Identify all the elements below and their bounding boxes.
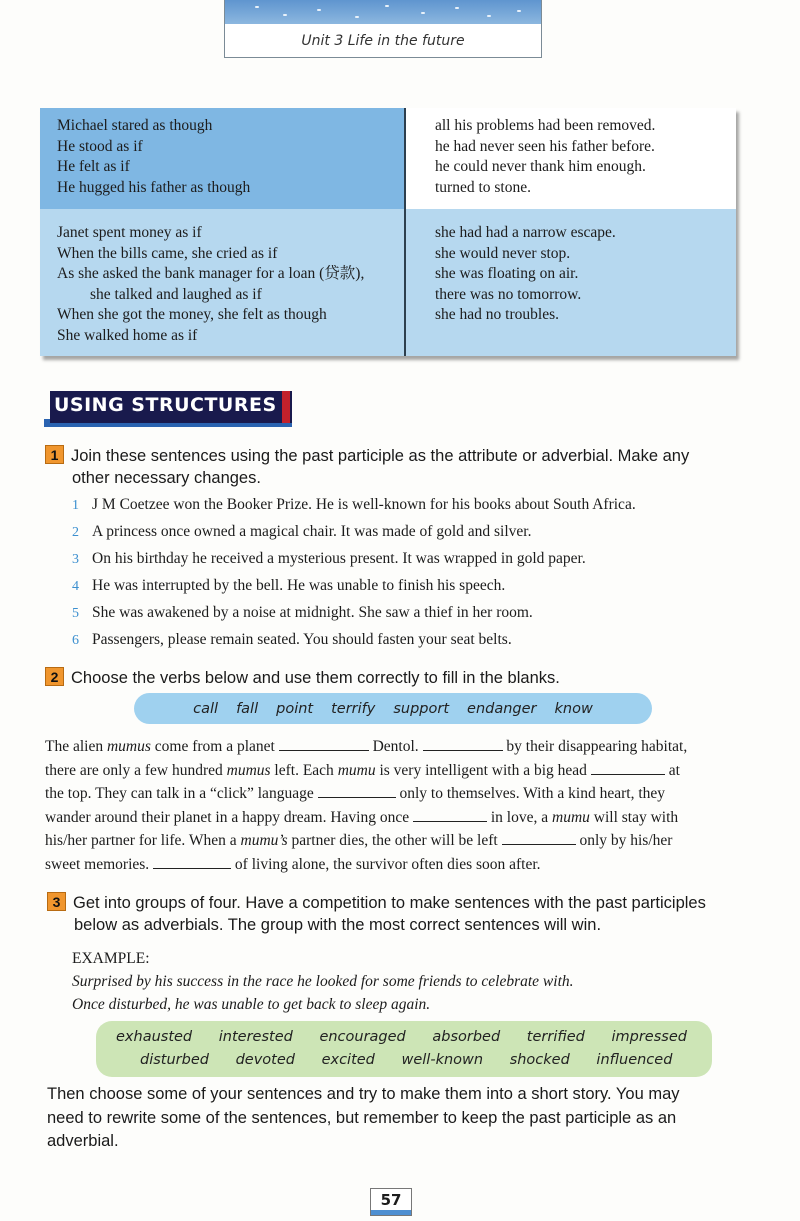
sentence-start: He felt as if: [57, 158, 130, 175]
word-chip: terrified: [526, 1029, 585, 1045]
unit-banner: [224, 0, 542, 58]
sentence-end: he had never seen his father before.: [435, 137, 655, 155]
word-chip: point: [276, 700, 314, 717]
sentence-start: He stood as if: [57, 137, 143, 155]
answer-blank[interactable]: [423, 737, 503, 751]
sentence-end: he could never thank him enough.: [435, 158, 646, 175]
word-chip: encouraged: [319, 1029, 406, 1045]
unit-title: Unit 3 Life in the future: [301, 33, 465, 49]
list-item: 6 Passengers, please remain seated. You should fasten your seat belts.: [72, 631, 512, 648]
task-1-instruction: 1 Join these sentences using the past participle as the attribute or adverbial. Make any other necessary changes.: [45, 445, 755, 489]
word-chip: shocked: [509, 1052, 570, 1068]
answer-blank[interactable]: [502, 831, 576, 845]
sentence-end: all his problems had been removed.: [435, 117, 656, 134]
sentence-start: When the bills came, she cried as if: [57, 244, 278, 262]
sentence-start: As she asked the bank manager for a loan (贷款),: [57, 265, 365, 282]
section-heading: [44, 391, 292, 435]
group2-endings: [406, 209, 736, 356]
task-number-badge: 1: [45, 445, 64, 464]
sentence-start: He hugged his father as though: [57, 178, 251, 196]
word-chip: absorbed: [432, 1029, 501, 1045]
list-item: 3 On his birthday he received a mysterious present. It was wrapped in gold paper.: [72, 550, 586, 567]
sentence-end: she had had a narrow escape.: [435, 224, 616, 241]
task-2-instruction: 2 Choose the verbs below and use them correctly to fill in the blanks.: [45, 667, 560, 689]
example-sentence: Once disturbed, he was unable to get back to sleep again.: [72, 996, 431, 1013]
matching-table: [40, 108, 736, 356]
word-chip: disturbed: [140, 1052, 209, 1068]
sentence-start: Michael stared as though: [57, 117, 213, 134]
word-chip: exhausted: [116, 1029, 193, 1045]
sentence-end: she would never stop.: [435, 244, 571, 262]
list-item: 4 He was interrupted by the bell. He was unable to finish his speech.: [72, 577, 506, 594]
sentence-start: she talked and laughed as if: [90, 285, 262, 303]
answer-blank[interactable]: [153, 855, 231, 869]
banner-decoration: [225, 0, 541, 24]
sentence-end: she had no troubles.: [435, 306, 559, 323]
word-chip: fall: [236, 700, 259, 717]
task-number-badge: 2: [45, 667, 64, 686]
group2-beginnings: [40, 209, 406, 356]
sentence-start: She walked home as if: [57, 326, 198, 344]
sentence-start: Janet spent money as if: [57, 224, 202, 241]
matching-group-1: [40, 108, 736, 209]
word-chip: interested: [218, 1029, 293, 1045]
word-chip: call: [193, 700, 219, 717]
answer-blank[interactable]: [591, 761, 665, 775]
list-item: 2 A princess once owned a magical chair. It was made of gold and silver.: [72, 523, 532, 540]
list-item: 5 She was awakened by a noise at midnight. She saw a thief in her room.: [72, 604, 533, 621]
word-chip: terrify: [331, 700, 376, 717]
fill-in-passage: The alien mumus come from a planet Dentol. by their disappearing habitat, there are only a few hundred mumus left. Each mumu is very intelligent with a big head at the top. They can talk in a “click” language only to themselves. With a kind heart, they wander around their planet in a happy dream. Having once in love, a mumu will stay with his/her partner for life. When a mumu’s partner dies, the other will be left only by his/her sweet memories. of living alone, the survivor often dies soon after.: [45, 738, 688, 873]
example-sentence: Surprised by his success in the race he looked for some friends to celebrate with.: [72, 973, 574, 990]
task-3-follow-up: Then choose some of your sentences and try to make them into a short story. You may need to rewrite some of the sentences, but remember to keep the past participle as an adverbial.: [47, 1085, 680, 1150]
participle-box: [96, 1021, 712, 1077]
answer-blank[interactable]: [279, 737, 369, 751]
word-chip: devoted: [235, 1052, 295, 1068]
list-item: 1 J M Coetzee won the Booker Prize. He is well-known for his books about South Africa.: [72, 496, 636, 513]
group1-endings: [406, 108, 736, 209]
word-chip: impressed: [611, 1029, 687, 1045]
section-title: USING STRUCTURES: [54, 394, 277, 416]
verb-box: [134, 693, 652, 724]
sentence-end: turned to stone.: [435, 178, 531, 196]
task-3-instruction: 3 Get into groups of four. Have a competition to make sentences with the past participles below as adverbials. The group with the most correct sentences will win.: [47, 892, 757, 936]
word-chip: support: [393, 700, 450, 717]
word-chip: endanger: [467, 700, 537, 717]
sentence-end: there was no tomorrow.: [435, 285, 582, 303]
word-chip: well-known: [401, 1052, 484, 1068]
example-label: EXAMPLE:: [72, 950, 150, 967]
group1-beginnings: [40, 108, 406, 209]
word-chip: influenced: [596, 1052, 673, 1068]
task-1-list: [72, 492, 636, 654]
sentence-start: When she got the money, she felt as though: [57, 306, 327, 323]
example-block: [72, 947, 574, 1016]
sentence-end: she was floating on air.: [435, 265, 579, 282]
task-number-badge: 3: [47, 892, 66, 911]
answer-blank[interactable]: [413, 808, 487, 822]
word-chip: know: [554, 700, 593, 717]
word-chip: excited: [321, 1052, 375, 1068]
answer-blank[interactable]: [318, 784, 396, 798]
matching-group-2: [40, 209, 736, 356]
page-number: 57: [370, 1188, 412, 1216]
